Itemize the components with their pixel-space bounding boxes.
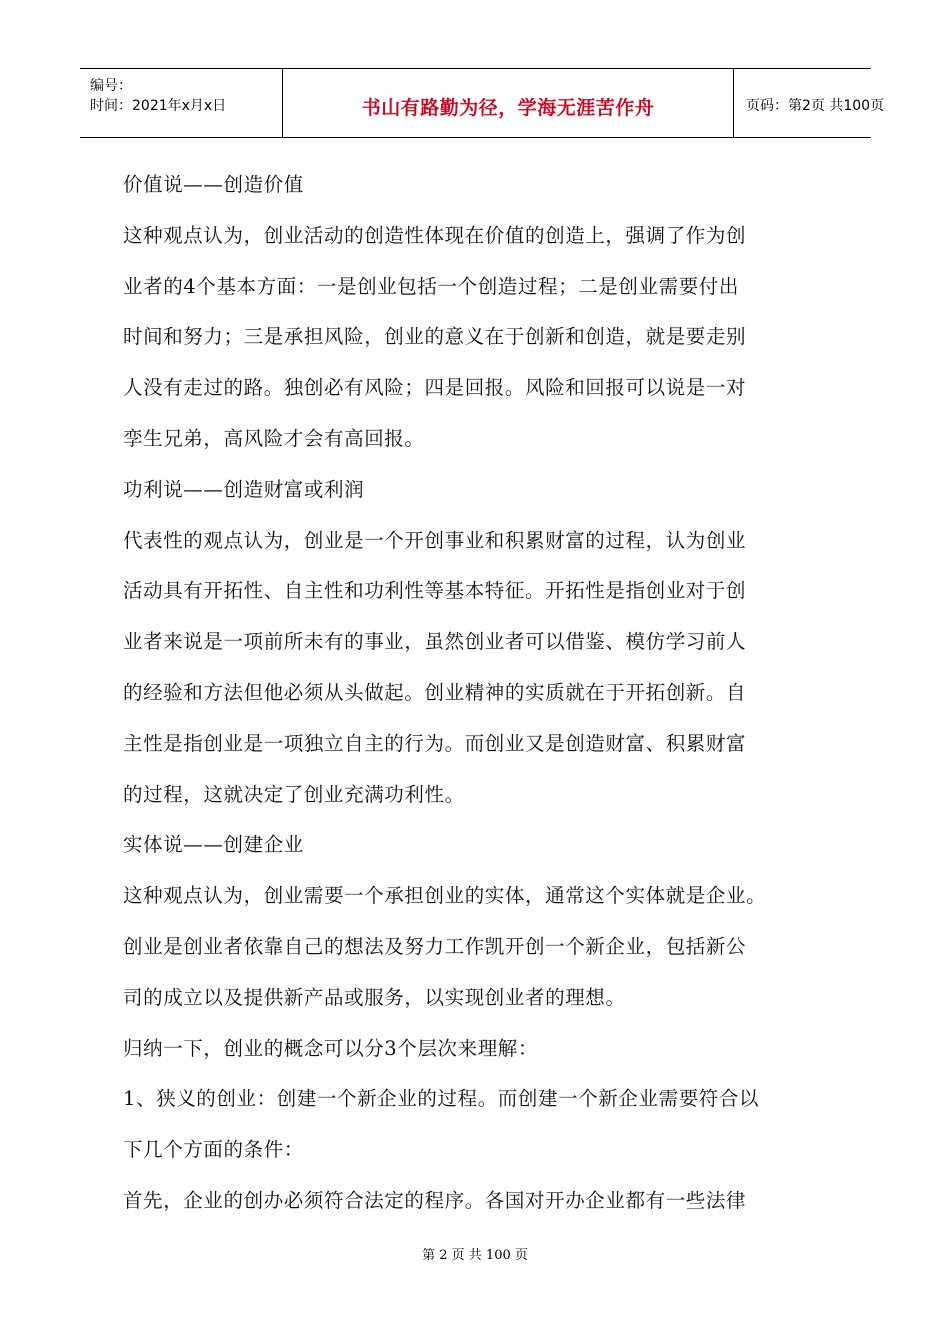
header-middle-cell <box>283 69 734 137</box>
body-text-line: 这种观点认为，创业活动的创造性体现在价值的创造上，强调了作为创 <box>123 223 747 247</box>
body-text-line: 司的成立以及提供新产品或服务，以实现创业者的理想。 <box>123 985 626 1009</box>
header-page-info: 页码：第2页 共100页 <box>746 98 885 114</box>
header-left-cell <box>80 69 283 137</box>
section-heading-value: 价值说——创造价值 <box>123 173 304 196</box>
body-text-line: 的过程，这就决定了创业充满功利性。 <box>123 782 465 806</box>
body-text-line: 时间和努力；三是承担风险，创业的意义在于创新和创造，就是要走别 <box>123 325 747 349</box>
body-text-line: 孪生兄弟，高风险才会有高回报。 <box>123 426 425 450</box>
page-header <box>80 68 885 138</box>
body-text-line: 主性是指创业是一项独立自主的行为。而创业又是创造财富、积累财富 <box>123 731 747 755</box>
body-text-line: 业者来说是一项前所未有的事业，虽然创业者可以借鉴、模仿学习前人 <box>123 630 747 654</box>
body-text-line: 这种观点认为，创业需要一个承担创业的实体，通常这个实体就是企业。 <box>123 884 767 908</box>
section-heading-entity: 实体说——创建企业 <box>123 833 304 857</box>
page-footer: 第 2 页 共 100 页 <box>422 1248 528 1263</box>
body-text-line: 归纳一下，创业的概念可以分3个层次来理解： <box>123 1036 539 1060</box>
body-text-line: 创业是创业者依靠自己的想法及努力工作凯开创一个新企业，包括新公 <box>123 934 747 958</box>
body-text-line: 首先，企业的创办必须符合法定的程序。各国对开办企业都有一些法律 <box>123 1188 747 1212</box>
header-motto: 书山有路勤为径，学海无涯苦作舟 <box>361 97 655 119</box>
header-right-cell <box>734 69 885 137</box>
body-text-line: 代表性的观点认为，创业是一个开创事业和积累财富的过程，认为创业 <box>123 528 747 552</box>
document-body <box>123 160 833 1227</box>
body-text-line: 人没有走过的路。独创必有风险；四是回报。风险和回报可以说是一对 <box>123 376 747 400</box>
body-text-line: 活动具有开拓性、自主性和功利性等基本特征。开拓性是指创业对于创 <box>123 579 747 603</box>
document-number-label: 编号： <box>90 78 132 94</box>
section-heading-utility: 功利说——创造财富或利润 <box>123 477 365 501</box>
body-text-line: 的经验和方法但他必须从头做起。创业精神的实质就在于开拓创新。自 <box>123 680 747 704</box>
document-date-label: 时间：2021年x月x日 <box>90 98 227 114</box>
body-text-line: 1、狭义的创业：创建一个新企业的过程。而创建一个新企业需要符合以 <box>123 1087 760 1111</box>
body-text-line: 下几个方面的条件： <box>123 1138 304 1162</box>
body-text-line: 业者的4个基本方面：一是创业包括一个创造过程；二是创业需要付出 <box>123 274 740 298</box>
